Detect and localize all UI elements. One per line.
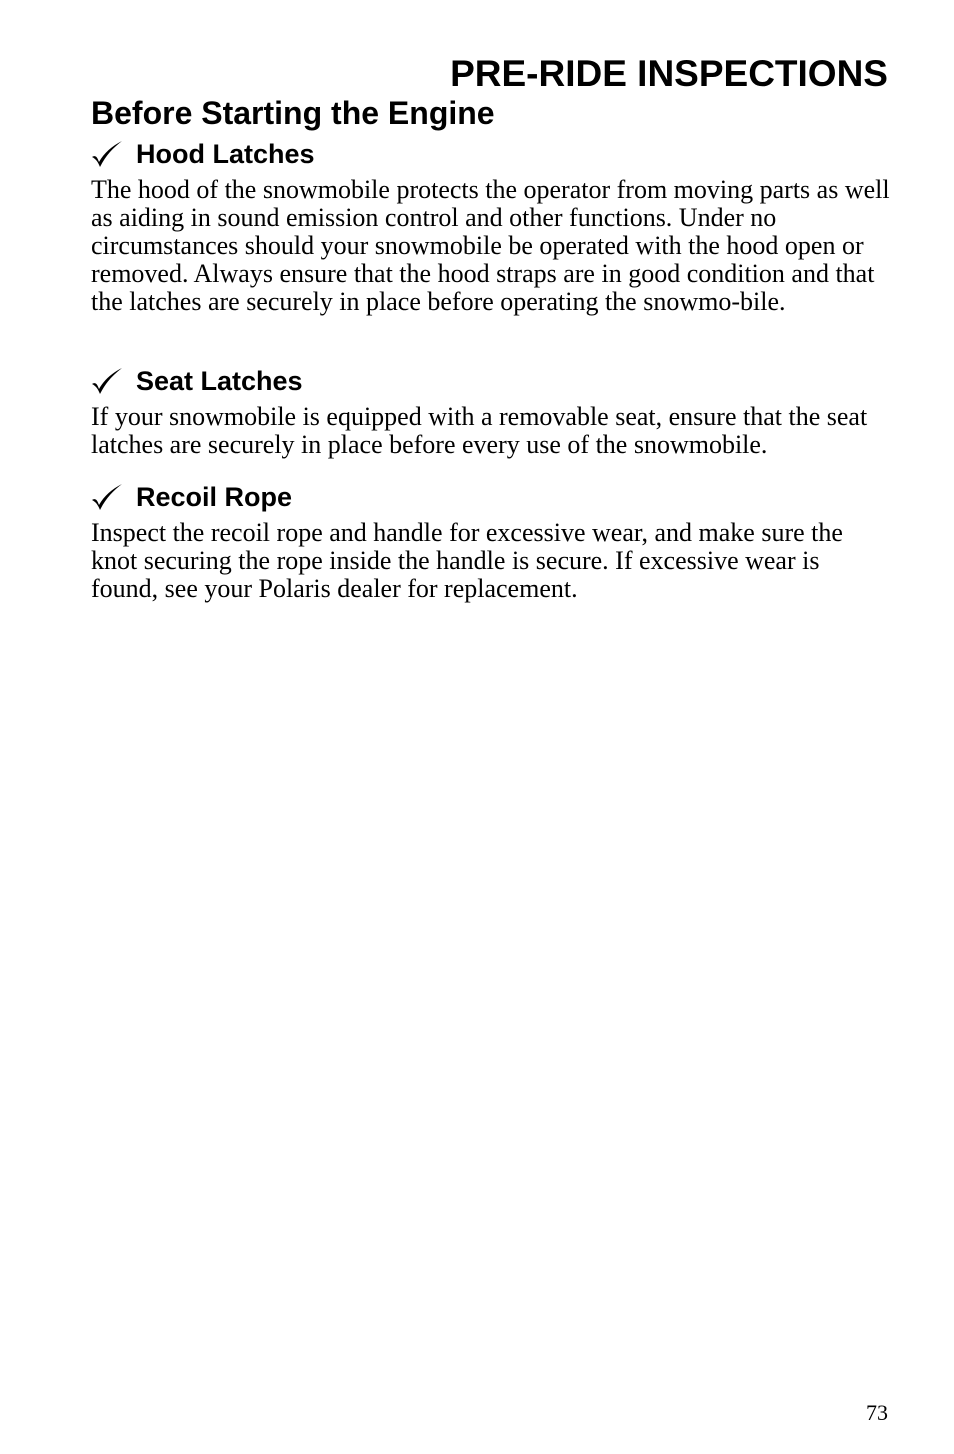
check-icon	[91, 483, 123, 511]
page-title: PRE-RIDE INSPECTIONS	[450, 53, 888, 94]
page-number: 73	[866, 1400, 888, 1425]
paragraph: Inspect the recoil rope and handle for excessive wear, and make sure the knot securing the rope inside the handle is secure. If excessive wear is found, see your Polaris dealer for replacement.	[91, 518, 843, 603]
subsection-heading-label: Hood Latches	[136, 139, 315, 169]
subsection-heading	[91, 364, 891, 398]
check-icon	[91, 140, 123, 168]
subsection-heading-label: Seat Latches	[136, 366, 303, 396]
check-icon	[91, 367, 123, 395]
subsection-heading	[91, 137, 891, 171]
subsection-heading	[91, 480, 891, 514]
paragraph: The hood of the snowmobile protects the operator from moving parts as well as aiding in sound emission control and other functions. Under no circumstances should your snowmobile be operated with the hood open or removed. Always ensure that the hood straps are in good condition and that the latches are securely in place before operating the snowmo-bile.	[91, 175, 890, 316]
subsection-seat-latches	[91, 364, 891, 459]
subsection-recoil-rope	[91, 480, 891, 603]
paragraph: If your snowmobile is equipped with a removable seat, ensure that the seat latches are securely in place before every use of the snowmobile.	[91, 402, 868, 459]
section-heading: Before Starting the Engine	[91, 95, 495, 131]
subsection-heading-label: Recoil Rope	[136, 482, 293, 512]
subsection-hood-latches	[91, 137, 891, 316]
